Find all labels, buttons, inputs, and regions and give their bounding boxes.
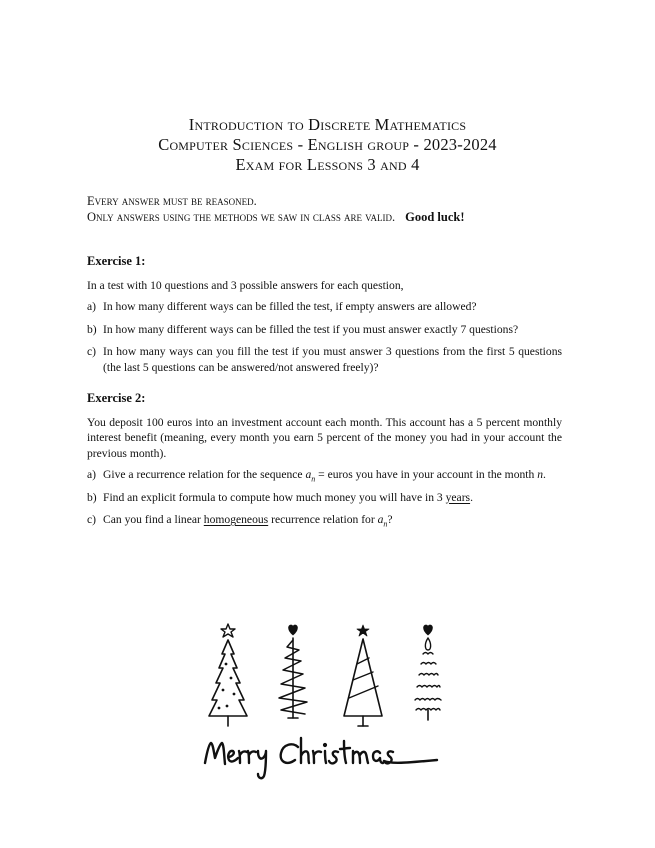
math-var: a <box>305 468 312 481</box>
question-1b <box>87 322 562 338</box>
triangle-tree-icon <box>344 625 382 726</box>
heart-scalloped-tree-icon <box>415 625 441 720</box>
instruction-methods <box>87 210 567 226</box>
underlined-word: homogeneous <box>203 513 269 526</box>
question-text: In how many different ways can be filled the test if you must answer exactly 7 questions? <box>103 322 519 336</box>
course-title: Introduction to Discrete Mathematics <box>188 115 467 134</box>
heart-spiral-tree-icon <box>279 625 307 718</box>
question-text <box>103 467 562 483</box>
question-label: c) <box>87 513 97 526</box>
good-luck: Good luck! <box>405 209 465 224</box>
question-text <box>103 512 562 528</box>
question-text-part: . <box>470 490 473 504</box>
question-text-part: = euros you have in your account in the month <box>315 468 538 481</box>
math-var: n <box>537 468 544 481</box>
math-var: a <box>377 513 384 526</box>
instruction-reasoned: Every answer must be reasoned. <box>87 194 257 208</box>
exercise-1-heading: Exercise 1: <box>87 254 146 268</box>
question-text-part: Find an explicit formula to compute how much money you will have in 3 <box>103 490 446 504</box>
question-label: a) <box>87 300 97 313</box>
question-label: b) <box>87 490 97 504</box>
exam-line: Exam for Lessons 3 and 4 <box>235 155 420 174</box>
question-text-part: recurrence relation for <box>268 513 378 526</box>
question-label: c) <box>87 345 97 358</box>
question-text-part: ? <box>387 513 393 526</box>
exercise-2-heading: Exercise 2: <box>87 391 146 405</box>
question-label: b) <box>87 322 97 336</box>
instruction-methods-text: Only answers using the methods we saw in class are valid. <box>87 209 396 224</box>
question-text <box>103 490 562 506</box>
question-label: a) <box>87 468 97 481</box>
question-text-part: Give a recurrence relation for the sequence <box>103 468 306 481</box>
question-1c <box>87 344 562 375</box>
math-subscript: n <box>311 474 316 484</box>
merry-christmas-lettering <box>205 738 437 778</box>
group-line: Computer Sciences - English group - 2023-2024 <box>158 135 497 154</box>
question-text-part: . <box>543 468 546 481</box>
exercise-1-intro: In a test with 10 questions and 3 possible answers for each question, <box>87 278 404 292</box>
exercise-2 <box>87 391 562 528</box>
question-2b <box>87 490 562 506</box>
exam-header <box>0 115 655 175</box>
exercise-2-intro: You deposit 100 euros into an investment account each month. This account has a 5 percent monthly interest benefit (meaning, every month you earn 5 percent of the money you had in your account the previous month). <box>87 415 562 460</box>
question-2c <box>87 512 562 528</box>
exercises <box>87 254 562 535</box>
exercise-1 <box>87 254 562 375</box>
question-text: In how many ways can you fill the test if you must answer 3 questions from the first 5 questions (the last 5 questions can be answered/not answered freely)? <box>103 345 562 374</box>
question-2a <box>87 467 562 483</box>
question-1a <box>87 299 562 315</box>
math-subscript: n <box>383 519 388 529</box>
instructions <box>87 194 567 225</box>
star-tree-icon <box>209 624 247 726</box>
christmas-trees-illustration <box>195 620 465 785</box>
underlined-word: years <box>445 490 471 504</box>
question-text: In how many different ways can be filled the test, if empty answers are allowed? <box>103 300 477 313</box>
question-text-part: Can you find a linear <box>103 513 204 526</box>
